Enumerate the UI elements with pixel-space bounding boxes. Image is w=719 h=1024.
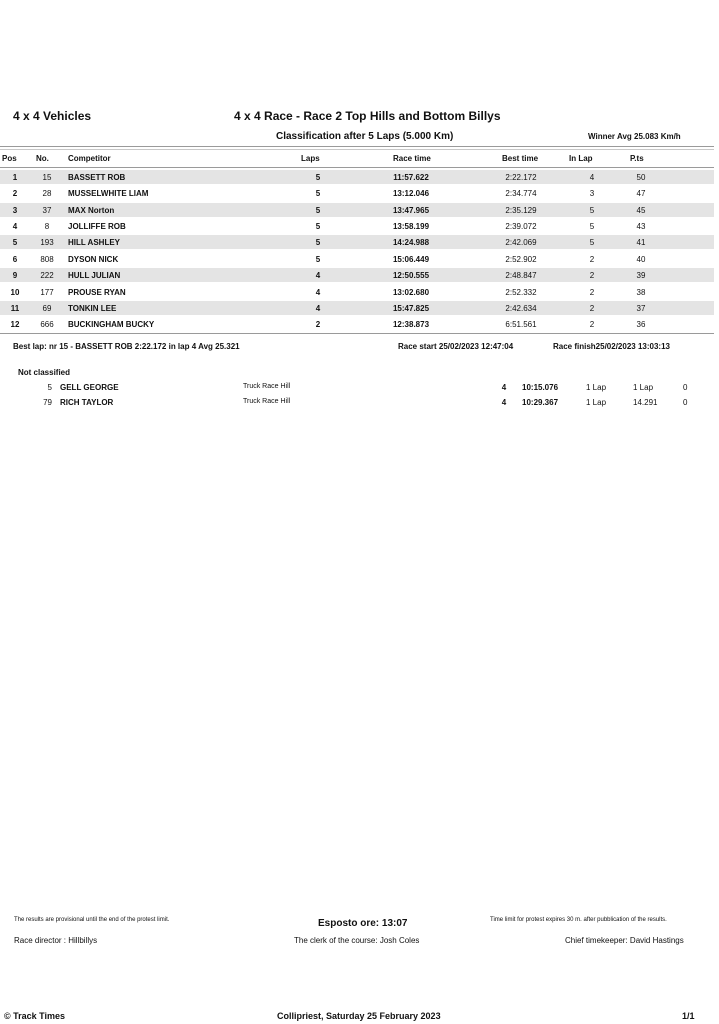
cell-pos: 1 <box>12 173 18 182</box>
cell-race-time: 11:57.622 <box>393 173 429 182</box>
best-lap-summary: Best lap: nr 15 - BASSETT ROB 2:22.172 in lap 4 Avg 25.321 <box>13 342 240 351</box>
cell-race-time: 13:02.680 <box>392 288 430 297</box>
table-row <box>0 235 719 250</box>
cell-laps: 5 <box>315 189 321 198</box>
not-classified-title: Not classified <box>18 368 71 377</box>
cell-race-time: 15:06.449 <box>392 255 430 264</box>
cell-pos: 2 <box>12 189 18 198</box>
winner-average: Winner Avg 25.083 Km/h <box>588 132 681 141</box>
cell-gap: 1 Lap <box>586 398 607 407</box>
cell-pos: 9 <box>12 271 18 280</box>
cell-pos: 3 <box>12 206 18 215</box>
copyright: © Track Times <box>4 1011 66 1021</box>
cell-competitor: BUCKINGHAM BUCKY <box>68 320 155 329</box>
provisional-notice: The results are provisional until the end of the protest limit. <box>14 917 170 923</box>
cell-best-time: 6:51.561 <box>505 320 537 329</box>
cell-in-lap: 2 <box>589 304 595 313</box>
cell-laps: 2 <box>315 320 321 329</box>
cell-points: 36 <box>636 320 646 329</box>
cell-laps: 5 <box>315 222 321 231</box>
cell-points: 50 <box>636 173 646 182</box>
column-header-no: No. <box>36 154 49 163</box>
cell-no: 37 <box>42 206 52 215</box>
cell-no: 8 <box>44 222 50 231</box>
cell-race-time: 15:47.825 <box>392 304 430 313</box>
cell-best-time: 2:22.172 <box>505 173 537 182</box>
race-start: Race start 25/02/2023 12:47:04 <box>398 342 514 351</box>
cell-no: 808 <box>40 255 54 264</box>
cell-points: 45 <box>636 206 646 215</box>
cell-competitor: MUSSELWHITE LIAM <box>68 189 149 198</box>
cell-diff: 14.291 <box>633 398 658 407</box>
cell-points: 0 <box>683 398 688 407</box>
cell-race-time: 10:15.076 <box>522 383 559 392</box>
cell-track: Truck Race Hill <box>243 383 291 390</box>
cell-laps: 4 <box>315 304 321 313</box>
clerk-of-course: The clerk of the course: Josh Coles <box>294 936 420 945</box>
table-row <box>0 317 719 332</box>
cell-competitor: TONKIN LEE <box>68 304 117 313</box>
chief-timekeeper: Chief timekeeper: David Hastings <box>565 936 684 945</box>
column-header-points: P.ts <box>630 154 644 163</box>
cell-no: 222 <box>40 271 54 280</box>
column-header-in-lap: In Lap <box>569 154 593 163</box>
column-header-competitor: Competitor <box>68 154 111 163</box>
cell-laps: 5 <box>315 238 321 247</box>
esposto-time: Esposto ore: 13:07 <box>318 918 408 929</box>
cell-track: Truck Race Hill <box>243 398 291 405</box>
cell-laps: 4 <box>315 288 321 297</box>
cell-best-time: 2:42.069 <box>505 238 537 247</box>
page-number: 1/1 <box>682 1011 695 1021</box>
cell-best-time: 2:34.774 <box>505 189 537 198</box>
cell-no: 15 <box>42 173 52 182</box>
table-row <box>0 301 719 316</box>
table-row <box>0 219 719 234</box>
cell-no: 28 <box>42 189 52 198</box>
cell-no: 193 <box>40 238 54 247</box>
cell-gap: 1 Lap <box>586 383 607 392</box>
protest-limit-notice: Time limit for protest expires 30 m. after pubblication of the results. <box>490 917 667 923</box>
classification-subtitle: Classification after 5 Laps (5.000 Km) <box>276 131 454 142</box>
cell-competitor: JOLLIFFE ROB <box>68 222 126 231</box>
cell-in-lap: 3 <box>589 189 595 198</box>
cell-points: 40 <box>636 255 646 264</box>
race-director: Race director : Hillbillys <box>14 936 98 945</box>
cell-competitor: PROUSE RYAN <box>68 288 126 297</box>
cell-laps: 4 <box>315 271 321 280</box>
cell-points: 47 <box>636 189 646 198</box>
cell-competitor: HILL ASHLEY <box>68 238 121 247</box>
column-header-laps: Laps <box>301 154 320 163</box>
header-divider-secondary <box>0 149 714 150</box>
cell-competitor: RICH TAYLOR <box>60 398 114 407</box>
cell-laps: 4 <box>501 383 507 392</box>
cell-pos: 12 <box>10 320 20 329</box>
cell-in-lap: 2 <box>589 320 595 329</box>
cell-no: 666 <box>40 320 54 329</box>
cell-pos: 6 <box>12 255 18 264</box>
cell-race-time: 10:29.367 <box>522 398 559 407</box>
cell-best-time: 2:52.902 <box>505 255 537 264</box>
cell-competitor: GELL GEORGE <box>60 383 119 392</box>
cell-race-time: 13:58.199 <box>392 222 430 231</box>
cell-race-time: 13:12.046 <box>392 189 430 198</box>
cell-points: 43 <box>636 222 646 231</box>
cell-laps: 5 <box>315 173 321 182</box>
cell-in-lap: 5 <box>589 206 595 215</box>
cell-laps: 5 <box>315 206 321 215</box>
cell-best-time: 2:39.072 <box>505 222 537 231</box>
cell-points: 37 <box>636 304 646 313</box>
cell-no: 69 <box>42 304 52 313</box>
table-row <box>0 268 719 283</box>
category-title: 4 x 4 Vehicles <box>13 109 92 123</box>
table-row <box>0 203 719 218</box>
cell-competitor: HULL JULIAN <box>68 271 121 280</box>
cell-best-time: 2:42.634 <box>505 304 537 313</box>
cell-points: 41 <box>636 238 646 247</box>
cell-pos: 11 <box>10 304 20 313</box>
race-finish: Race finish25/02/2023 13:03:13 <box>553 342 670 351</box>
cell-best-time: 2:52.332 <box>505 288 537 297</box>
header-divider <box>0 146 714 147</box>
cell-in-lap: 4 <box>589 173 595 182</box>
cell-competitor: BASSETT ROB <box>68 173 126 182</box>
column-header-pos: Pos <box>2 154 17 163</box>
not-classified-row <box>0 396 719 411</box>
cell-in-lap: 2 <box>589 271 595 280</box>
cell-competitor: MAX Norton <box>68 206 115 215</box>
cell-race-time: 12:38.873 <box>392 320 430 329</box>
cell-race-time: 13:47.965 <box>392 206 430 215</box>
race-title: 4 x 4 Race - Race 2 Top Hills and Bottom Billys <box>234 109 501 123</box>
table-row <box>0 252 719 267</box>
cell-laps: 5 <box>315 255 321 264</box>
cell-in-lap: 2 <box>589 288 595 297</box>
cell-points: 39 <box>636 271 646 280</box>
column-header-divider <box>0 167 714 168</box>
not-classified-row <box>0 381 719 396</box>
column-header-race-time: Race time <box>393 154 431 163</box>
table-row <box>0 285 719 300</box>
cell-no: 79 <box>43 398 52 407</box>
cell-in-lap: 2 <box>589 255 595 264</box>
cell-points: 38 <box>636 288 646 297</box>
table-row <box>0 170 719 185</box>
cell-points: 0 <box>683 383 688 392</box>
column-header-best-time: Best time <box>502 154 539 163</box>
table-bottom-divider <box>0 333 714 334</box>
cell-best-time: 2:48.847 <box>505 271 537 280</box>
cell-pos: 4 <box>12 222 18 231</box>
cell-laps: 4 <box>501 398 507 407</box>
cell-diff: 1 Lap <box>633 383 654 392</box>
cell-pos: 5 <box>12 238 18 247</box>
cell-no: 5 <box>47 383 52 392</box>
cell-competitor: DYSON NICK <box>68 255 119 264</box>
cell-no: 177 <box>40 288 54 297</box>
cell-best-time: 2:35.129 <box>505 206 537 215</box>
cell-race-time: 14:24.988 <box>392 238 430 247</box>
cell-in-lap: 5 <box>589 238 595 247</box>
location-date: Collipriest, Saturday 25 February 2023 <box>277 1011 441 1021</box>
cell-pos: 10 <box>10 288 20 297</box>
cell-in-lap: 5 <box>589 222 595 231</box>
table-row <box>0 186 719 201</box>
cell-race-time: 12:50.555 <box>392 271 430 280</box>
